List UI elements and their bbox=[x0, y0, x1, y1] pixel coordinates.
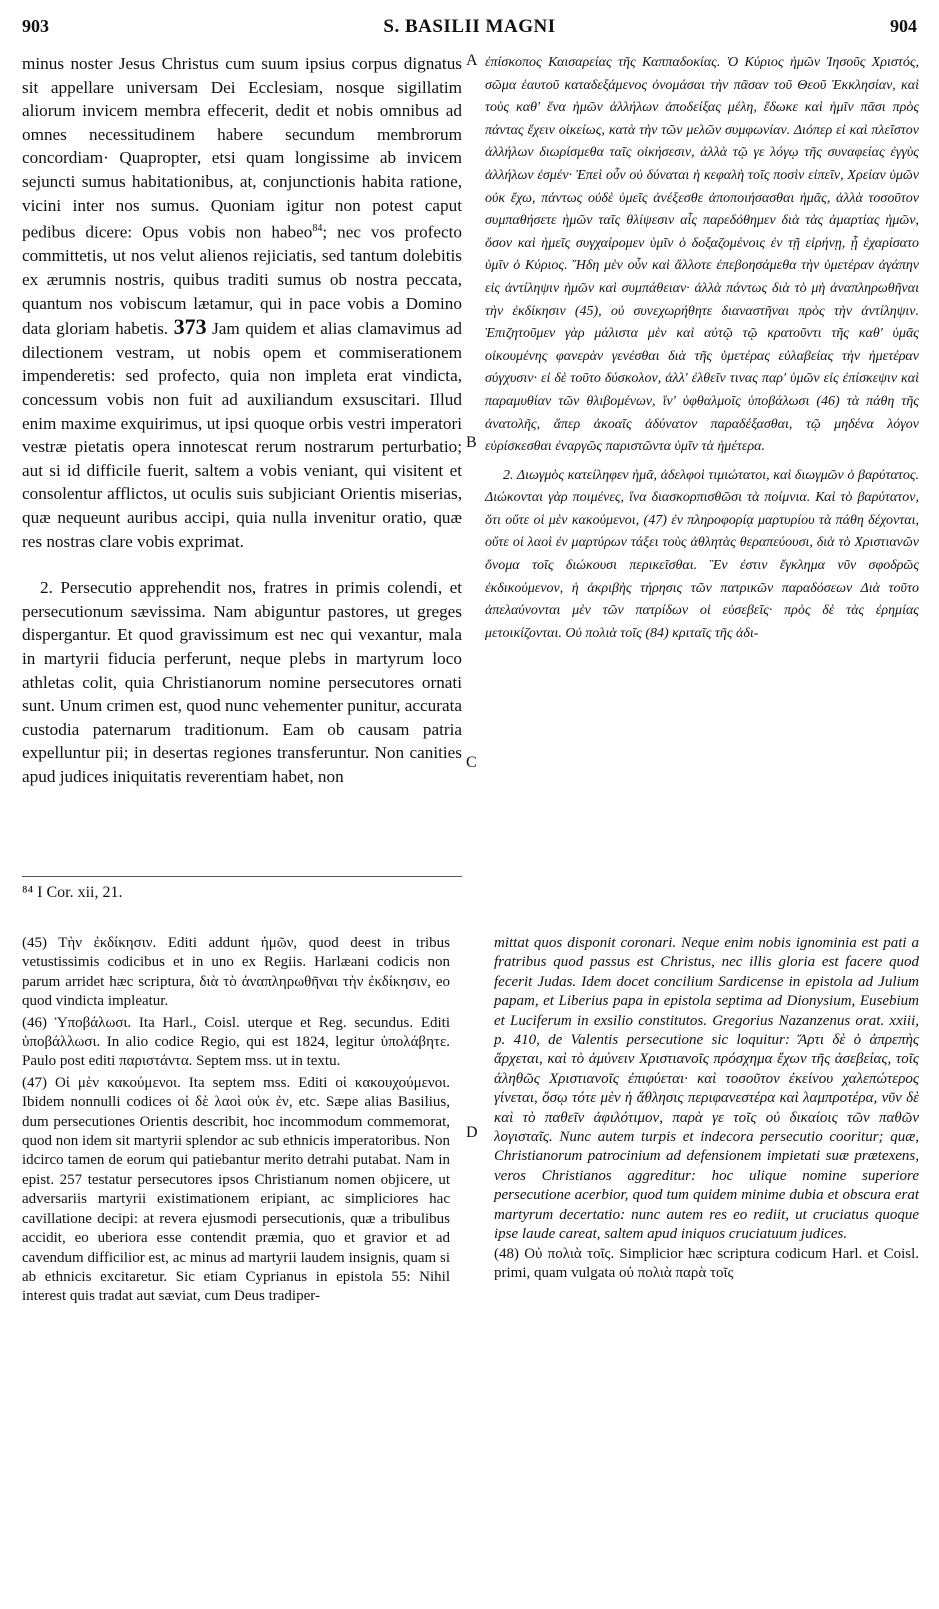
notes-left-column bbox=[22, 934, 450, 1307]
running-title: S. BASILII MAGNI bbox=[383, 16, 556, 37]
margin-letter-c: C bbox=[466, 754, 477, 771]
page-number-left: 903 bbox=[22, 16, 49, 36]
footnote-rule bbox=[22, 876, 462, 877]
footnote-marker: 84 bbox=[312, 223, 323, 235]
latin-paragraph-1 bbox=[22, 52, 462, 553]
greek-paragraph-1: ἐπίσκοπος Καισαρείας τῆς Καππαδοκίας. Ὁ Κύριος ἡμῶν Ἰησοῦς Χριστός, σῶμα ἑαυτοῦ καταδεξάμενος ὀνομάσαι τὴν πᾶσαν τοῦ Θεοῦ Ἐκκλησίαν, καὶ τοὺς καθ' ἕνα ἡμῶν ἀλλήλων ἀποδείξας μέλη, ἔδωκε καὶ ἡμῖν πᾶσι πρὸς πάντας ἔχειν οἰκείως, κατὰ τὴν τῶν μελῶν συμφωνίαν. Διόπερ εἰ καὶ πλεῖστον ἀλλήλων διωρίσμεθα ταῖς οἰκήσεσιν, ἀλλὰ τῷ γε λόγῳ τῆς συναφείας ἐγγὺς ἀλλήλων ἐσμέν· Ἐπεὶ οὖν οὐ δύναται ἡ κεφαλὴ τοῖς ποσὶν εἰπεῖν, Χρείαν ὑμῶν οὐκ ἔχω, πάντως οὐδὲ ὑμεῖς ἀνέξεσθε ἀποποιήσασθαι ἡμᾶς, ἀλλὰ τοσοῦτον συμπαθήσετε ἡμῶν ταῖς θλίψεσιν αἷς παρεδόθημεν διὰ τὰς ἁμαρτίας ἡμῶν, ὅσον καὶ ἡμεῖς συγχαίρομεν ὑμῖν ὁ δοξαζομένοις ἐν τῇ εἰρήνῃ, ᾗ ἐχαρίσατο ὑμῖν ὁ Κύριος. Ἤδη μὲν οὖν καὶ ἄλλοτε ἐπεβοησάμεθα τὴν ὑμετέραν ἀγάπην εἰς ἀντίληψιν ἡμῶν καὶ συμπάθειαν· ἀλλὰ πάντως διὰ τὸ μὴ ἀναπληρωθῆναι τὴν ἐκδίκησιν (45), οὐ συνεχωρήθητε διαναστῆναι πρὸς τὴν ἀντίληψιν. Ἐπιζητοῦμεν γὰρ μάλιστα μὲν καὶ αὐτῷ τῷ κρατοῦντι τῆς καθ' ὑμᾶς οἰκουμένης φανερὰν γενέσθαι διὰ τῆς ὑμετέρας εὐλαβείας τὴν ἡμετέραν σύγχυσιν· εἰ δὲ τοῦτο δύσκολον, ἀλλ' ἐλθεῖν τινας παρ' ὑμῶν εἰς ἐπίσκεψιν καὶ παραμυθίαν τῶν θλιβομένων, ἵν' ὑφθαλμοῖς ὑποβάλωσι (46) τὰ πάθη τῆς ἀνατολῆς, ἅπερ ἀκοαῖς ἀδύνατον παραδέξασθαι, τῷ μηδένα λόγον εὑρίσκεσθαι ἐναργῶς παριστῶντα ὑμῖν τὰ ἡμέτερα. bbox=[485, 55, 919, 455]
page-number-right: 904 bbox=[890, 16, 917, 36]
latin-text: ; nec vos profecto committetis, ut nos velut alienos rejiciatis, sed tantum dolebitis ex ærumnis nostris, quibus traditi sumus ob nostra peccata, quantum nos vobiscum lætamur, qui in pace vobis a Domino data gloriam habetis. bbox=[22, 222, 463, 339]
notes-right-column bbox=[494, 934, 919, 1283]
note-47-continued: mittat quos disponit coronari. Neque enim nobis ignominia est pati a fratribus quod passus est Christus, nec illis gloria est facere quod fecerit Judas. Idem docet concilium Sardicense in epistola ad Julium papam, et Liberius papa in epistola septima ad Dionysium, Eusebium et Luciferum in exsilio constitutos. Gregorius Nazanzenus orat. xxiii, p. 410, de Valentis persecutione sic loquitur: Ἄρτι δὲ ὁ ἀπρεπὴς ἄρχεται, καὶ τὸ ἀμύνειν Χριστιανοῖς πρόσχημα ἔχων τῆς ἀσεβείας, τοῖς ἀληθῶς Χριστιανοῖς ἐπιφύεται· καὶ τοσοῦτον ἐκείνου χαλεπώτερος γίνεται, ὅσῳ τότε μὲν ἡ ἄθλησις περιφανεστέρα καὶ λαμπροτέρα, νῦν δὲ καὶ τὸ παθεῖν ἀφιλότιμον, παρὰ γε τοῖς οὐ δικαίοις τῶν παθῶν λογισταῖς. Nunc autem turpis et indecora persecutio cooritur; quæ, Christianorum patrocinium ad defensionem impietati suæ prætexens, veros Christianos aggreditur: hoc ulique nomine superiore persecutione acerbior, quod tum quidem minime dubia et obscura erat martyrum decertatio: nunc autem res eo rediit, ut cruciatus quoque ipse laude careat, saltem apud iniquos cruciatuum judices. bbox=[494, 935, 919, 1243]
margin-letter-b: B bbox=[466, 434, 477, 451]
page-header bbox=[22, 16, 917, 46]
margin-letter-a: A bbox=[466, 52, 478, 69]
footnote-84: ⁸⁴ I Cor. xii, 21. bbox=[22, 884, 123, 901]
greek-paragraph-2: 2. Διωγμὸς κατείληφεν ἡμᾶ, ἀδελφοὶ τιμιώτατοι, καὶ διωγμῶν ὁ βαρύτατος. Διώκονται γὰρ ποιμένες, ἵνα διασκορπισθῶσι τὰ ποίμνια. Καὶ τὸ βαρύτατον, ὅτι οὔτε οἱ μὲν κακούμενοι, (47) ἐν πληροφορίᾳ μαρτυρίου τὰ πάθη δέχονται, οὔτε οἱ λαοὶ ἐν μαρτύρων τάξει τοὺς ἀθλητὰς θεραπεύουσι, διὰ τὸ Χριστιανῶν ὄνομα τοῖς διώκουσι περικεῖσθαι. Ἓν ἐστιν ἔγκλημα νῦν σφοδρῶς ἐκδικούμενον, ἡ ἀκριβὴς τήρησις τῶν πατρικῶν παραδόσεων Διὰ τοῦτο ἀπελαύνονται μὲν τῶν πατρίδων οἱ εὐσεβεῖς· πρὸς δὲ τὰς ἐρημίας μετοικίζονται. Οὐ πολιὰ τοῖς (84) κριταῖς τῆς ἀδι- bbox=[485, 467, 919, 641]
note-48: (48) Οὐ πολιὰ τοῖς. Simplicior hæc scriptura codicum Harl. et Coisl. primi, quam vulgata οὐ πολιὰ παρὰ τοῖς bbox=[494, 1245, 919, 1281]
column-number: 373 bbox=[173, 314, 207, 340]
note-46: (46) Ὑποβάλωσι. Ita Harl., Coisl. uterque et Reg. secundus. Editi ὑποβάλλωσι. In alio codice Regio, qui est 1824, legitur ὑπολάβητε. Paulo post editi παριστάντα. Septem mss. ut in textu. bbox=[22, 1014, 450, 1070]
greek-column bbox=[485, 52, 919, 645]
latin-paragraph-2: 2. Persecutio apprehendit nos, fratres in primis colendi, et persecutionum sævissima. Nam abiguntur pastores, ut greges dispergantur. Et quod gravissimum est nec qui vexantur, mala in martyrii fiducia perferunt, neque plebs in martyrum loco athletas colit, quia Christianorum nomine persecutores ornati sunt. Unum crimen est, quod nunc vehementer punitur, accurata custodia paternarum traditionum. Eam ob causam patria expelluntur pii; in desertas regiones transferuntur. Non canities apud judices iniquitatis reverentiam habet, non bbox=[22, 578, 462, 786]
latin-column bbox=[22, 52, 462, 789]
note-47: (47) Οἱ μὲν κακούμενοι. Ita septem mss. Editi οἱ κακουχούμενοι. Ibidem nonnulli codices οἱ δὲ λαοὶ οὐκ ἐν, etc. Sæpe alias Basilius, dum persecutiones Orientis describit, hoc incommodum commemorat, quod non idem sit martyrii splendor ac sub ethnicis imperatoribus. Non idcirco tamen de eorum qui patiebantur merito detrahi putabat. Nam in epist. 257 testatur persecutores ipsos Christianum nomen objicere, ut adversariis martyrii existimationem eripiant, ac simpliciores hac cavillatione decipi: at revera ejusmodi persecutionis, quæ a tribulibus accidit, eo uberiora esse contendit præmia, quo et gravior et ad cavendum difficilior est, ac minus ad martyrii laudem insignis, quam si ab ethnicis excitaretur. Sic etiam Cyprianus in epistola 55: Nihil interest quis tradat aut sæviat, cum Deus tradiper- bbox=[22, 1074, 450, 1305]
margin-letter-d: D bbox=[466, 1124, 478, 1141]
latin-text: Jam quidem et alias clamavimus ad dilectionem vestram, ut nobis opem et commiserationem impenderetis: sed profecto, quia non impleta erat vindicta, concessum vobis non fuit ad auxiliandum exsuscitari. Illud enim maxime exquirimus, ut ipsi quoque orbis vestri imperatori vestræ pietatis opera innotescat rerum nostrarum perturbatio; aut si id difficile fuerit, saltem a vobis veniant, qui visitent et consolentur afflictos, ut oculis suis subjiciant Orientis miserias, quæ nequeunt auribus accipi, quia nulla invenitur oratio, quæ res nostras clare vobis exprimat. bbox=[22, 319, 462, 551]
note-45: (45) Τὴν ἐκδίκησιν. Editi addunt ἡμῶν, quod deest in tribus vetustissimis codicibus et in uno ex Regiis. Harlæani codicis non parum arridet hæc scriptura, διὰ τὸ ἀναπληρωθῆναι τὴν ἐκδίκησιν, eo quod vindicta impleatur. bbox=[22, 935, 450, 1010]
latin-text: minus noster Jesus Christus cum suum ipsius corpus dignatus sit appellare universam Dei Ecclesiam, nosque sigillatim aliorum invicem membra effecerit, dedit et nobis omnibus ad omnes necessitudinem habere secundum membrorum concordiam· Quapropter, etsi quam longissime ab invicem sejuncti sumus habitationibus, at, conjunctionis habita ratione, vicini inter nos sumus. Quoniam igitur non potest caput pedibus dicere: Opus vobis non habeo bbox=[22, 54, 462, 242]
